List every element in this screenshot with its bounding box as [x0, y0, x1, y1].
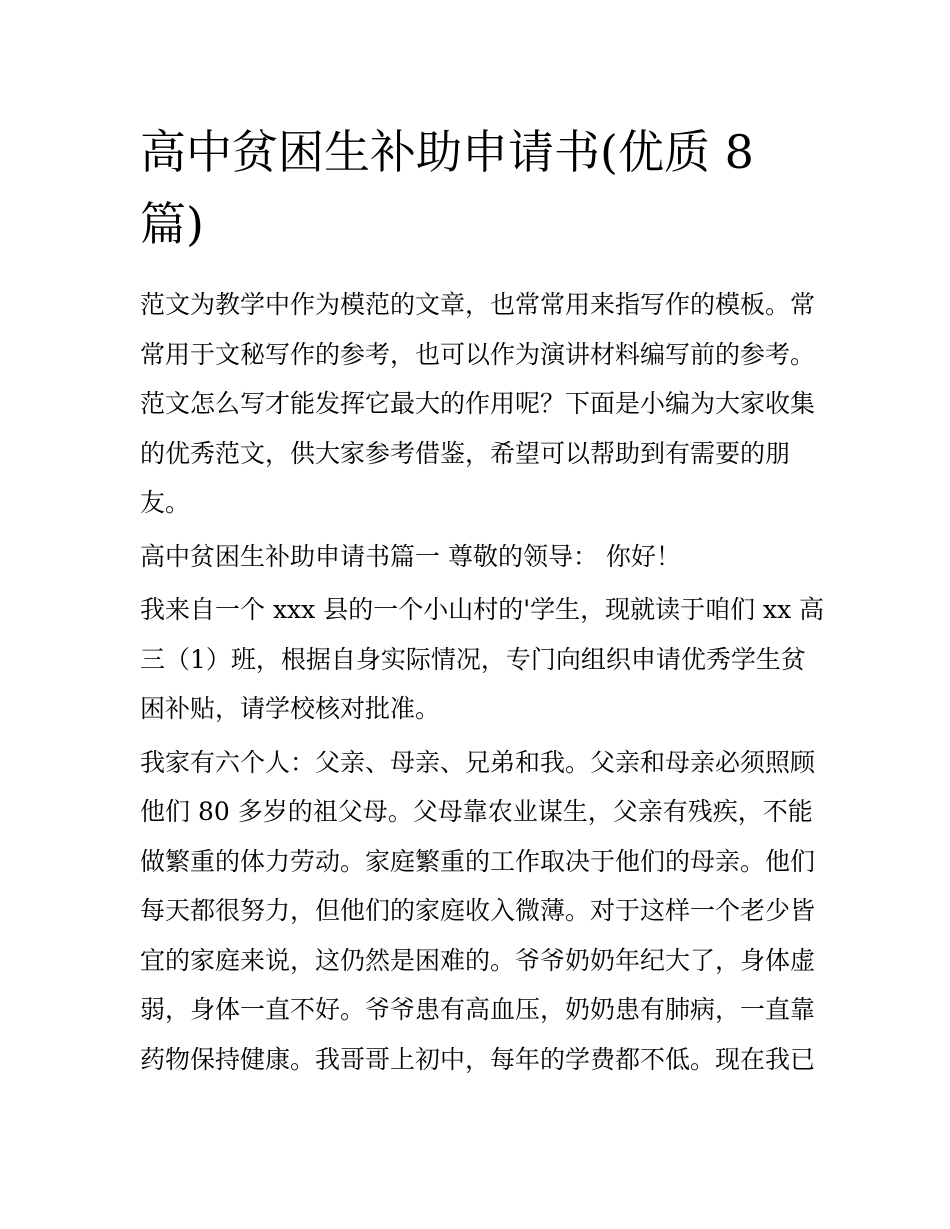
text-line: 三（1）班，根据自身实际情况，专门向组织申请优秀学生贫 [140, 644, 806, 674]
text-line: 友。 [140, 488, 191, 517]
text-line: 宜的家庭来说，这仍然是困难的。爷爷奶奶年纪大了，身体虚 [140, 945, 816, 975]
paragraph-self-introduction [140, 585, 830, 734]
text-line: 常用于文秘写作的参考，也可以作为演讲材料编写前的参考。 [140, 339, 816, 369]
paragraph-section-heading [140, 532, 830, 582]
text-line: 困补贴，请学校核对批准。 [140, 694, 441, 723]
text-line: 范文为教学中作为模范的文章，也常常用来指写作的模板。常 [140, 290, 816, 319]
document-title: 高中贫困生补助申请书(优质 8 篇) [140, 125, 754, 251]
text-line: 他们 80 多岁的祖父母。父母靠农业谋生，父亲有残疾，不能 [140, 797, 813, 826]
text-line: 我家有六个人：父亲、母亲、兄弟和我。父亲和母亲必须照顾 [140, 747, 816, 777]
text-line: 弱，身体一直不好。爷爷患有高血压，奶奶患有肺病，一直靠 [140, 995, 816, 1024]
text-line: 做繁重的体力劳动。家庭繁重的工作取决于他们的母亲。他们 [140, 846, 816, 876]
text-line: 每天都很努力，但他们的家庭收入微薄。对于这样一个老少皆 [140, 896, 816, 925]
text-line: 范文怎么写才能发挥它最大的作用呢？下面是小编为大家收集 [140, 389, 816, 418]
paragraph-family-situation [140, 738, 830, 1085]
document-body [140, 280, 830, 1088]
text-line: 我来自一个 xxx 县的一个小山村的'学生，现就读于咱们 xx 高 [140, 595, 825, 624]
text-line: 高中贫困生补助申请书篇一 尊敬的领导： 你好！ [140, 541, 681, 571]
paragraph-intro [140, 280, 830, 528]
text-line: 药物保持健康。我哥哥上初中，每年的学费都不低。现在我已 [140, 1044, 816, 1074]
text-line: 的优秀范文，供大家参考借鉴，希望可以帮助到有需要的朋 [140, 438, 791, 468]
